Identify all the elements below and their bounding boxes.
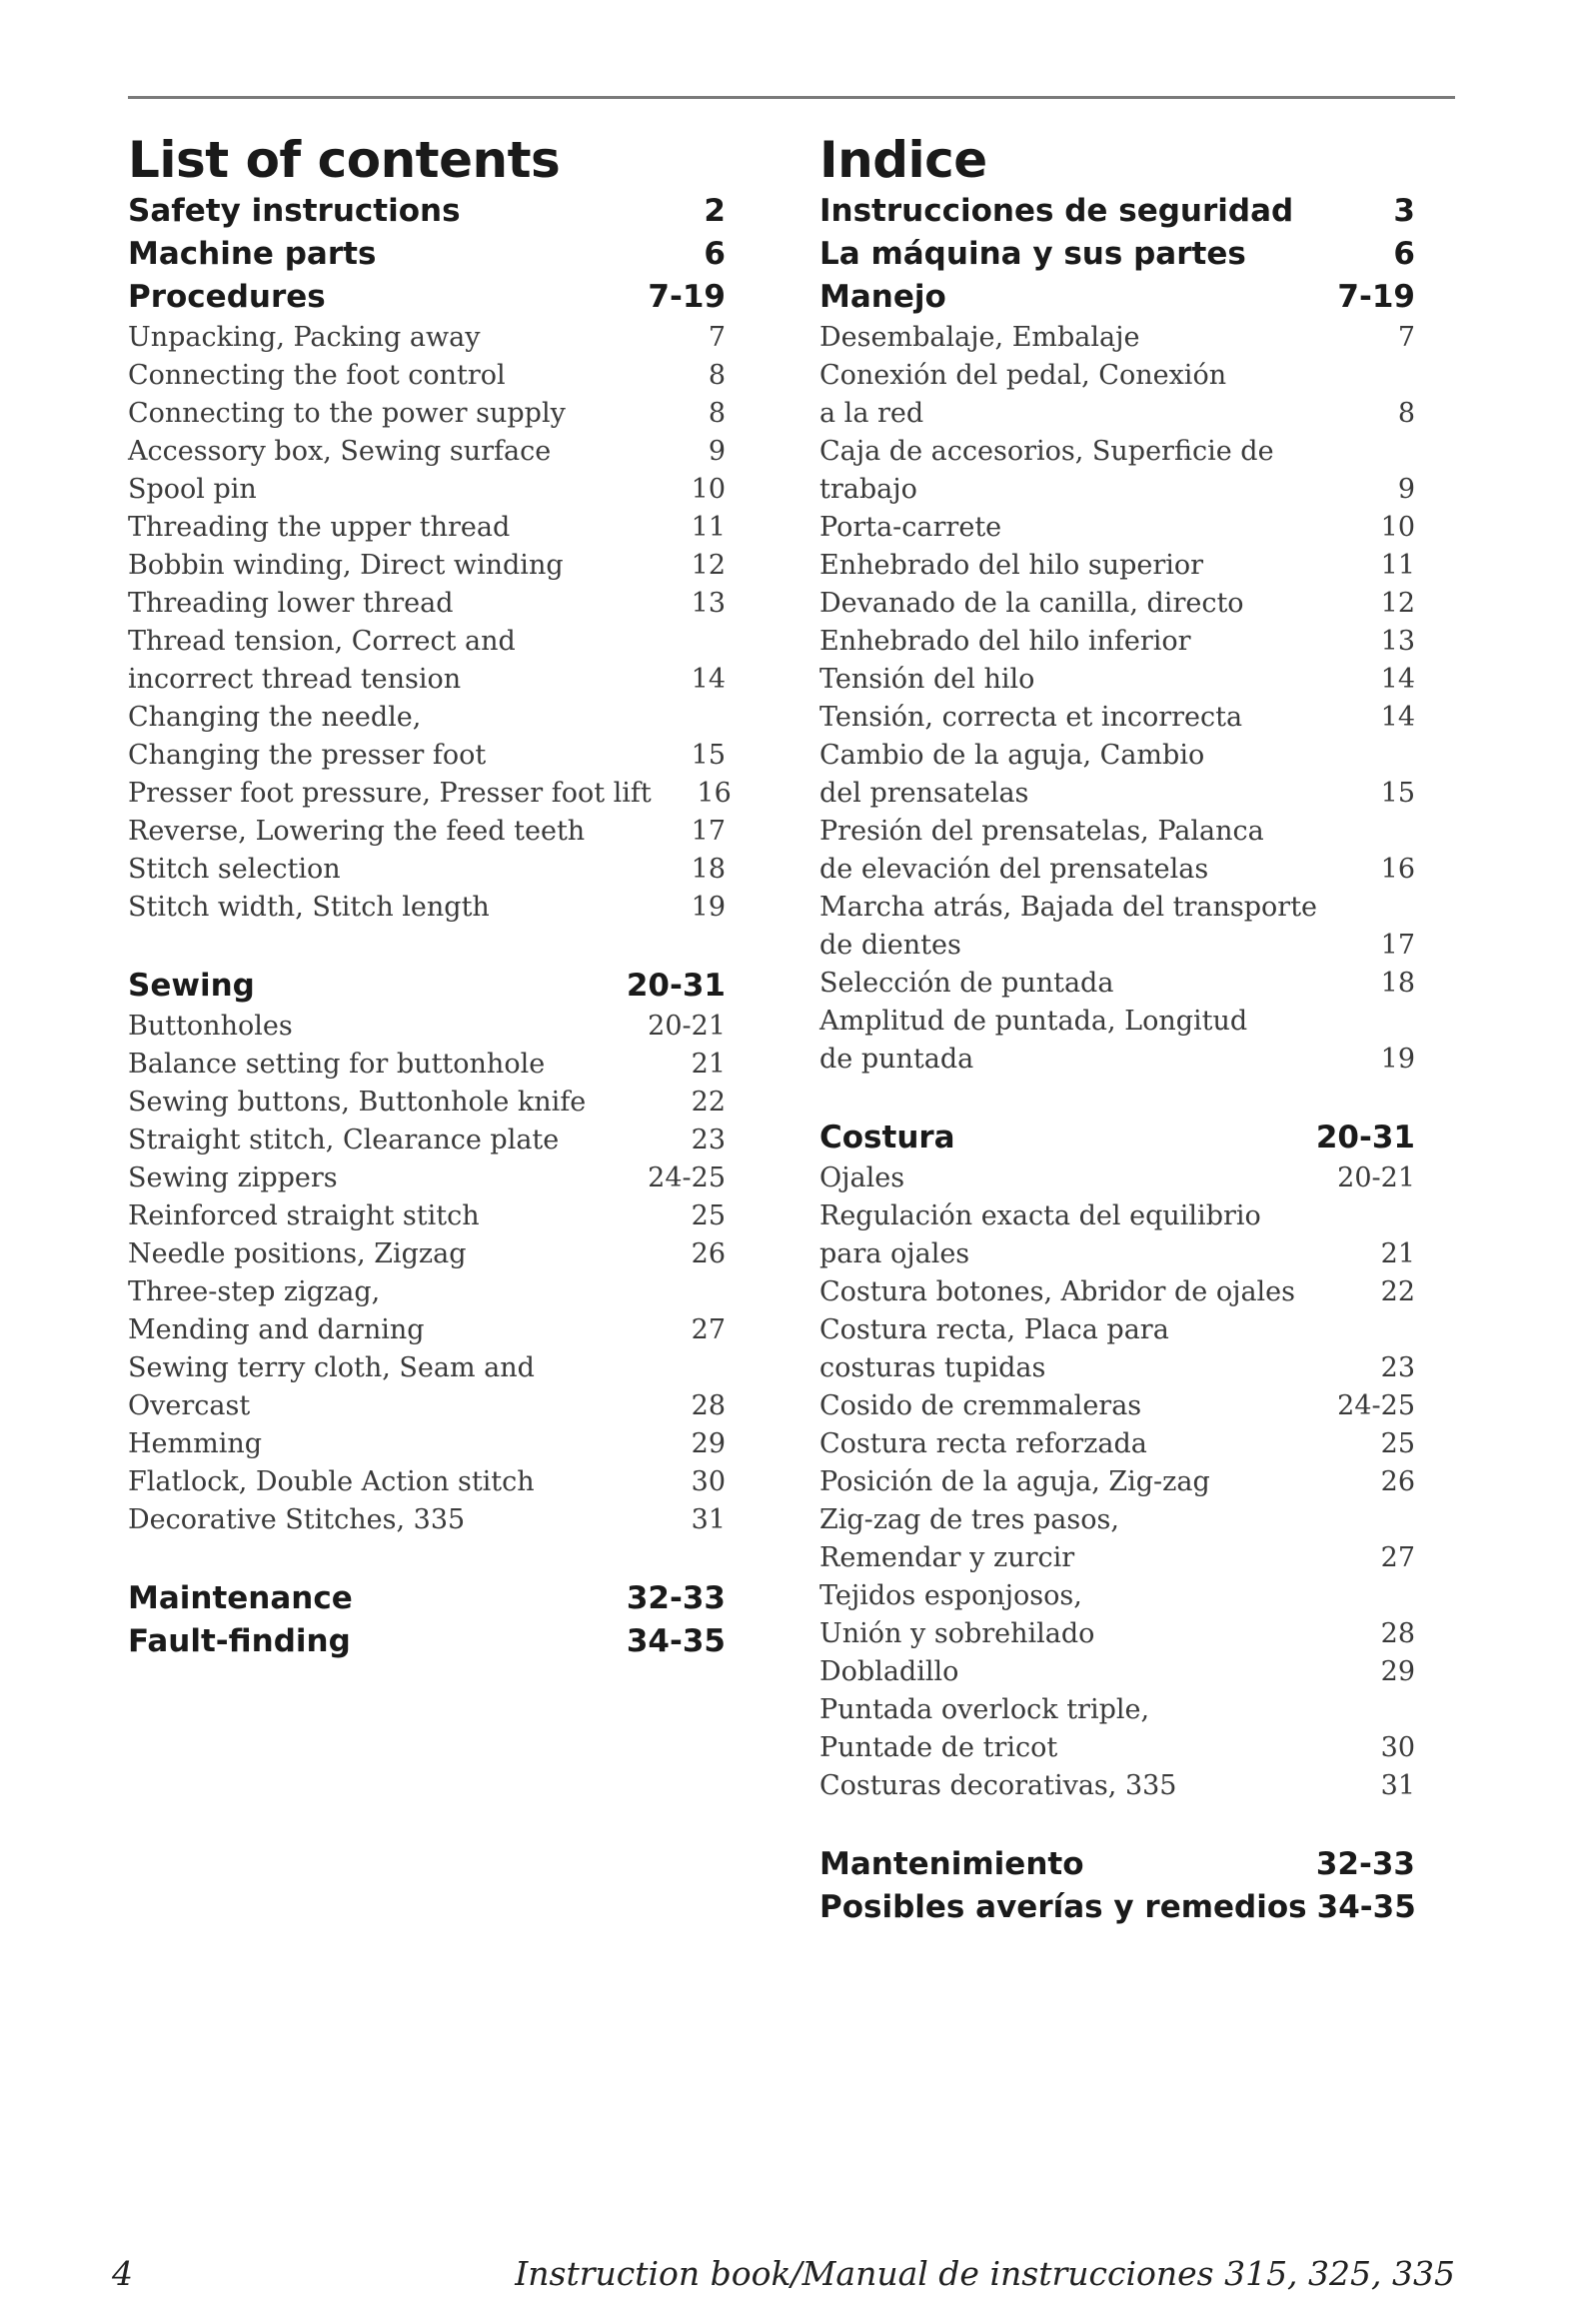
toc-entry-page: 20-21 xyxy=(648,1011,726,1042)
toc-entry-text: Costura botones, Abridor de ojales xyxy=(819,1276,1296,1307)
toc-entry-text: Bobbin winding, Direct winding xyxy=(128,550,564,581)
toc-entry[interactable] xyxy=(819,1767,1415,1805)
toc-entry-text: Tensión del hilo xyxy=(819,664,1035,695)
toc-entry-text: de elevación del prensatelas xyxy=(819,854,1209,885)
toc-entry-text: Cosido de cremmaleras xyxy=(819,1390,1142,1421)
toc-entry-page: 28 xyxy=(1380,1618,1415,1649)
toc-entry-text: Dobladillo xyxy=(819,1656,959,1687)
toc-entry-text: Ojales xyxy=(819,1162,905,1193)
toc-heading[interactable] xyxy=(128,233,726,276)
toc-entry[interactable] xyxy=(128,699,726,737)
toc-entry-page: 10 xyxy=(1380,512,1415,543)
toc-entry-text: Stitch selection xyxy=(128,854,341,885)
toc-heading[interactable] xyxy=(819,1886,1415,1929)
toc-entry-text: Remendar y zurcir xyxy=(819,1542,1075,1573)
toc-entry-text: Posición de la aguja, Zig-zag xyxy=(819,1466,1210,1497)
toc-heading-page: 20-31 xyxy=(626,968,726,1004)
toc-heading-page: 34-35 xyxy=(1316,1889,1416,1925)
toc-entry[interactable] xyxy=(819,547,1415,585)
toc-entry-text: Needle positions, Zigzag xyxy=(128,1238,467,1269)
toc-entry[interactable] xyxy=(819,1197,1415,1235)
toc-entry-text: Connecting the foot control xyxy=(128,360,506,391)
toc-entry[interactable] xyxy=(819,623,1415,661)
toc-entry-text: Amplitud de puntada, Longitud xyxy=(819,1006,1248,1037)
toc-entry[interactable] xyxy=(128,1463,726,1501)
toc-entry[interactable] xyxy=(819,395,1415,433)
top-rule xyxy=(128,96,1455,99)
toc-entry-text: Straight stitch, Clearance plate xyxy=(128,1125,560,1156)
toc-entry-text: Conexión del pedal, Conexión xyxy=(819,360,1227,391)
toc-entry-page: 12 xyxy=(691,550,726,581)
toc-entry[interactable] xyxy=(128,623,726,661)
toc-heading-text: Maintenance xyxy=(128,1580,353,1616)
toc-entry[interactable] xyxy=(819,1273,1415,1311)
toc-entry-page: 11 xyxy=(1380,550,1415,581)
toc-entry[interactable] xyxy=(128,1501,726,1539)
toc-entry[interactable] xyxy=(819,699,1415,737)
toc-entry-text: del prensatelas xyxy=(819,778,1029,809)
toc-heading-text: Procedures xyxy=(128,279,326,315)
toc-entry-page: 26 xyxy=(691,1238,726,1269)
toc-entry-page: 13 xyxy=(691,588,726,619)
toc-entry-text: Balance setting for buttonhole xyxy=(128,1049,546,1080)
toc-heading[interactable] xyxy=(819,233,1415,276)
toc-entry-page: 18 xyxy=(691,854,726,885)
toc-heading[interactable] xyxy=(128,190,726,233)
toc-entry[interactable] xyxy=(819,1577,1415,1615)
toc-entry-text: Unpacking, Packing away xyxy=(128,322,481,353)
toc-heading-page: 2 xyxy=(704,193,726,229)
toc-entry-page: 17 xyxy=(1380,930,1415,961)
toc-entry-page: 31 xyxy=(691,1504,726,1535)
toc-entry[interactable] xyxy=(128,1046,726,1084)
toc-heading[interactable] xyxy=(819,276,1415,319)
toc-heading[interactable] xyxy=(819,1843,1415,1886)
toc-entry-text: de puntada xyxy=(819,1044,974,1075)
toc-entry[interactable] xyxy=(819,1729,1415,1767)
toc-entry[interactable] xyxy=(819,889,1415,927)
toc-entry-page: 11 xyxy=(691,512,726,543)
toc-entry-text: Threading the upper thread xyxy=(128,512,511,543)
toc-entry[interactable] xyxy=(128,1197,726,1235)
toc-heading-text: Sewing xyxy=(128,968,255,1004)
toc-entry[interactable] xyxy=(128,585,726,623)
toc-entry[interactable] xyxy=(819,927,1415,965)
toc-entry[interactable] xyxy=(819,813,1415,851)
toc-entry[interactable] xyxy=(128,1273,726,1311)
toc-heading-text: Instrucciones de seguridad xyxy=(819,193,1294,229)
toc-heading-page: 3 xyxy=(1393,193,1415,229)
toc-heading[interactable] xyxy=(128,276,726,319)
toc-entry[interactable] xyxy=(128,1387,726,1425)
section-gap xyxy=(819,1805,1415,1843)
toc-entry-text: incorrect thread tension xyxy=(128,664,462,695)
toc-entry-text: Tensión, correcta et incorrecta xyxy=(819,702,1243,733)
toc-heading-page: 7-19 xyxy=(1337,279,1415,315)
toc-entry[interactable] xyxy=(128,357,726,395)
toc-entry-page: 20-21 xyxy=(1337,1162,1415,1193)
toc-entry-text: Threading lower thread xyxy=(128,588,454,619)
toc-entry-text: Cambio de la aguja, Cambio xyxy=(819,740,1205,771)
toc-entry[interactable] xyxy=(819,1615,1415,1653)
toc-entry[interactable] xyxy=(819,509,1415,547)
toc-entry-text: Porta-carrete xyxy=(819,512,1002,543)
toc-entry-page: 18 xyxy=(1380,968,1415,999)
toc-heading-text: Fault-finding xyxy=(128,1623,351,1659)
toc-entry-text: Regulación exacta del equilibrio xyxy=(819,1200,1261,1231)
toc-entry[interactable] xyxy=(819,433,1415,471)
toc-entry-text: Decorative Stitches, 335 xyxy=(128,1504,466,1535)
toc-entry-text: Sewing terry cloth, Seam and xyxy=(128,1352,535,1383)
toc-entry-text: Thread tension, Correct and xyxy=(128,626,516,657)
toc-entry[interactable] xyxy=(819,1160,1415,1197)
toc-entry[interactable] xyxy=(128,509,726,547)
toc-entry[interactable] xyxy=(819,357,1415,395)
book-title: Instruction book/Manual de instrucciones 315, 325, 335 xyxy=(515,2254,1455,2293)
toc-heading-text: Mantenimiento xyxy=(819,1846,1084,1882)
toc-entry-page: 8 xyxy=(708,398,726,429)
toc-entry-text: Changing the needle, xyxy=(128,702,422,733)
toc-heading[interactable] xyxy=(128,1620,726,1663)
toc-entry[interactable] xyxy=(128,1349,726,1387)
toc-entry-text: Spool pin xyxy=(128,474,257,505)
toc-entry[interactable] xyxy=(128,319,726,357)
toc-entry-text: trabajo xyxy=(819,474,917,505)
toc-entry-text: Zig-zag de tres pasos, xyxy=(819,1504,1119,1535)
toc-entry-page: 16 xyxy=(1380,854,1415,885)
toc-entry-text: Reinforced straight stitch xyxy=(128,1200,480,1231)
toc-entry-page: 19 xyxy=(1380,1044,1415,1075)
toc-entry-text: Stitch width, Stitch length xyxy=(128,892,490,923)
toc-entry[interactable] xyxy=(128,737,726,775)
toc-heading-text: Manejo xyxy=(819,279,946,315)
toc-entry-text: a la red xyxy=(819,398,924,429)
toc-heading-text: Safety instructions xyxy=(128,193,461,229)
toc-entry-text: Desembalaje, Embalaje xyxy=(819,322,1140,353)
toc-entry[interactable] xyxy=(128,1311,726,1349)
toc-entry[interactable] xyxy=(128,813,726,851)
toc-heading-page: 7-19 xyxy=(648,279,726,315)
toc-heading[interactable] xyxy=(128,965,726,1008)
toc-entry[interactable] xyxy=(128,1235,726,1273)
toc-entry[interactable] xyxy=(128,851,726,889)
toc-entry[interactable] xyxy=(819,471,1415,509)
toc-entry-text: Presión del prensatelas, Palanca xyxy=(819,816,1264,847)
toc-entry[interactable] xyxy=(819,585,1415,623)
toc-heading-text: Posibles averías y remedios xyxy=(819,1889,1307,1925)
toc-entry[interactable] xyxy=(128,1160,726,1197)
toc-entry-page: 25 xyxy=(691,1200,726,1231)
toc-entry-page: 8 xyxy=(1397,398,1415,429)
section-gap xyxy=(819,1079,1415,1117)
toc-entry[interactable] xyxy=(819,1463,1415,1501)
toc-heading-page: 6 xyxy=(1393,236,1415,272)
toc-entry-page: 22 xyxy=(1380,1276,1415,1307)
toc-entry[interactable] xyxy=(128,471,726,509)
toc-heading-page: 32-33 xyxy=(1315,1846,1415,1882)
toc-entry-text: Accessory box, Sewing surface xyxy=(128,436,552,467)
toc-english xyxy=(128,128,732,1663)
toc-entry-page: 29 xyxy=(691,1428,726,1459)
toc-entry-text: Costura recta reforzada xyxy=(819,1428,1147,1459)
toc-entry[interactable] xyxy=(819,1501,1415,1539)
toc-entry-text: Hemming xyxy=(128,1428,263,1459)
toc-entry[interactable] xyxy=(819,1425,1415,1463)
toc-entry-text: Presser foot pressure, Presser foot lift xyxy=(128,778,652,809)
toc-heading[interactable] xyxy=(819,1117,1415,1160)
toc-entry[interactable] xyxy=(819,1349,1415,1387)
toc-entry-page: 17 xyxy=(691,816,726,847)
toc-spanish xyxy=(819,128,1415,1929)
toc-entry-text: Tejidos esponjosos, xyxy=(819,1580,1082,1611)
toc-entry[interactable] xyxy=(128,775,732,813)
toc-entry-page: 27 xyxy=(1380,1542,1415,1573)
toc-entry-page: 21 xyxy=(691,1049,726,1080)
toc-entry-text: Enhebrado del hilo inferior xyxy=(819,626,1191,657)
toc-entry-text: Three-step zigzag, xyxy=(128,1276,381,1307)
toc-entry-page: 28 xyxy=(691,1390,726,1421)
toc-entry[interactable] xyxy=(819,737,1415,775)
toc-entry-text: Reverse, Lowering the feed teeth xyxy=(128,816,586,847)
toc-entry-text: Unión y sobrehilado xyxy=(819,1618,1095,1649)
toc-entry-page: 10 xyxy=(691,474,726,505)
toc-entry-page: 29 xyxy=(1380,1656,1415,1687)
toc-entry-text: Costura recta, Placa para xyxy=(819,1314,1169,1345)
toc-entry[interactable] xyxy=(128,547,726,585)
toc-entry-page: 15 xyxy=(691,740,726,771)
toc-entry[interactable] xyxy=(819,319,1415,357)
toc-entry-text: Devanado de la canilla, directo xyxy=(819,588,1244,619)
toc-heading[interactable] xyxy=(819,190,1415,233)
toc-entry-text: Buttonholes xyxy=(128,1011,293,1042)
toc-entry-page: 7 xyxy=(1397,322,1415,353)
toc-entry-page: 23 xyxy=(691,1125,726,1156)
toc-entry-page: 14 xyxy=(691,664,726,695)
toc-entry[interactable] xyxy=(128,1084,726,1122)
toc-heading-page: 32-33 xyxy=(626,1580,726,1616)
toc-entry-text: Puntade de tricot xyxy=(819,1732,1058,1763)
toc-entry-page: 30 xyxy=(691,1466,726,1497)
toc-entry-text: Puntada overlock triple, xyxy=(819,1694,1150,1725)
toc-entry-page: 30 xyxy=(1380,1732,1415,1763)
toc-heading-page: 20-31 xyxy=(1315,1120,1415,1156)
toc-title-english: List of contents xyxy=(128,131,561,189)
toc-entry-text: Selección de puntada xyxy=(819,968,1114,999)
toc-entry[interactable] xyxy=(128,661,726,699)
toc-entry[interactable] xyxy=(819,661,1415,699)
toc-entry-text: para ojales xyxy=(819,1238,970,1269)
page-number: 4 xyxy=(112,2254,133,2293)
toc-entry-page: 15 xyxy=(1380,778,1415,809)
toc-heading-page: 6 xyxy=(704,236,726,272)
toc-entry[interactable] xyxy=(819,1539,1415,1577)
toc-entry-page: 24-25 xyxy=(1337,1390,1415,1421)
toc-entry-page: 23 xyxy=(1380,1352,1415,1383)
toc-entry-page: 13 xyxy=(1380,626,1415,657)
toc-entry-page: 22 xyxy=(691,1087,726,1118)
toc-entry-page: 9 xyxy=(1397,474,1415,505)
toc-entry-text: Marcha atrás, Bajada del transporte xyxy=(819,892,1318,923)
toc-entry-text: costuras tupidas xyxy=(819,1352,1046,1383)
toc-heading-text: Machine parts xyxy=(128,236,377,272)
toc-heading-text: La máquina y sus partes xyxy=(819,236,1246,272)
toc-entry[interactable] xyxy=(819,1041,1415,1079)
toc-entry-page: 14 xyxy=(1380,702,1415,733)
toc-entry-text: de dientes xyxy=(819,930,961,961)
toc-list-spanish xyxy=(819,190,1415,1929)
toc-entry-text: Flatlock, Double Action stitch xyxy=(128,1466,535,1497)
toc-heading-page: 34-35 xyxy=(626,1623,726,1659)
toc-entry-page: 24-25 xyxy=(648,1162,726,1193)
toc-entry[interactable] xyxy=(819,1387,1415,1425)
toc-entry-text: Changing the presser foot xyxy=(128,740,487,771)
toc-entry-page: 21 xyxy=(1380,1238,1415,1269)
toc-list-english xyxy=(128,190,732,1663)
toc-entry-page: 19 xyxy=(691,892,726,923)
toc-entry-page: 25 xyxy=(1380,1428,1415,1459)
toc-entry-text: Sewing zippers xyxy=(128,1162,338,1193)
toc-entry-page: 27 xyxy=(691,1314,726,1345)
toc-entry[interactable] xyxy=(819,1653,1415,1691)
toc-entry[interactable] xyxy=(128,1425,726,1463)
toc-entry[interactable] xyxy=(128,1122,726,1160)
toc-entry[interactable] xyxy=(819,1311,1415,1349)
toc-heading[interactable] xyxy=(128,1577,726,1620)
toc-entry[interactable] xyxy=(819,1235,1415,1273)
toc-entry-page: 14 xyxy=(1380,664,1415,695)
toc-entry-text: Connecting to the power supply xyxy=(128,398,566,429)
toc-entry[interactable] xyxy=(128,1008,726,1046)
toc-entry-text: Costuras decorativas, 335 xyxy=(819,1770,1177,1801)
toc-entry[interactable] xyxy=(819,1691,1415,1729)
toc-entry-page: 9 xyxy=(708,436,726,467)
toc-entry-text: Overcast xyxy=(128,1390,251,1421)
toc-entry[interactable] xyxy=(128,889,726,927)
toc-entry-page: 7 xyxy=(708,322,726,353)
toc-entry-page: 31 xyxy=(1380,1770,1415,1801)
toc-heading-text: Costura xyxy=(819,1120,955,1156)
toc-entry-text: Sewing buttons, Buttonhole knife xyxy=(128,1087,587,1118)
toc-entry-page: 26 xyxy=(1380,1466,1415,1497)
toc-title-spanish: Indice xyxy=(819,131,987,189)
toc-entry[interactable] xyxy=(128,433,726,471)
toc-entry-text: Enhebrado del hilo superior xyxy=(819,550,1204,581)
toc-entry[interactable] xyxy=(819,965,1415,1003)
toc-entry[interactable] xyxy=(819,775,1415,813)
toc-entry-page: 12 xyxy=(1380,588,1415,619)
toc-entry[interactable] xyxy=(819,1003,1415,1041)
toc-entry-page: 16 xyxy=(697,778,732,809)
toc-entry-text: Mending and darning xyxy=(128,1314,425,1345)
toc-entry-page: 8 xyxy=(708,360,726,391)
section-gap xyxy=(128,927,726,965)
toc-entry[interactable] xyxy=(128,395,726,433)
section-gap xyxy=(128,1539,726,1577)
toc-entry-text: Caja de accesorios, Superficie de xyxy=(819,436,1274,467)
toc-entry[interactable] xyxy=(819,851,1415,889)
